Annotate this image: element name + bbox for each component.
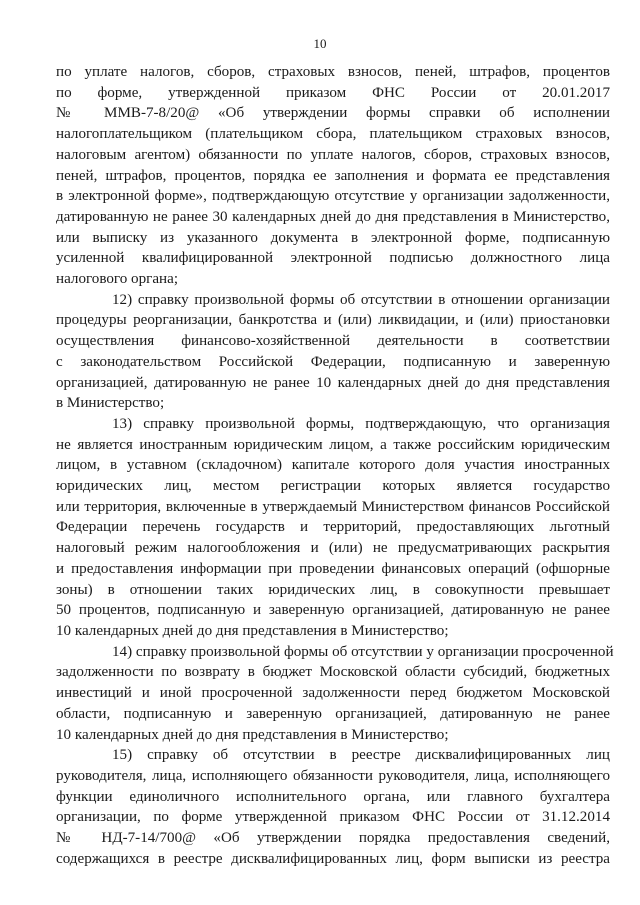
text-line: с законодательством Российской Федерации, подписанную и заверенную [56,353,610,370]
text-line: зоны) в отношении таких юридических лиц, в совокупности превышает [56,581,610,598]
text-line: № ММВ-7-8/20@ «Об утверждении формы справки об исполнении [56,105,610,122]
document-body [56,62,614,869]
text-line: организацией, датированную не ранее 10 календарных дней до дня представления [56,374,610,391]
text-line: датированную не ранее 30 календарных дней до дня представления в Министерство, [56,208,610,225]
text-line: налоговый режим налогообложения и (или) не предусматривающих раскрытия [56,540,610,557]
text-line: процедуры реорганизации, банкротства и (или) ликвидации, и (или) приостановки [56,312,610,329]
text-line: Федерации перечень государств и территорий, предоставляющих льготный [56,519,610,536]
text-line: налоговым агентом) обязанности по уплате налогов, сборов, страховых взносов, [56,146,610,163]
text-line: руководителя, лица, исполняющего обязанности руководителя, лица, исполняющего [56,767,610,784]
page-number: 10 [313,36,327,51]
paragraph [56,62,610,290]
paragraph [56,290,610,414]
text-line: области, подписанную и заверенную организацией, датированную не ранее [56,705,610,722]
text-line: 10 календарных дней до дня представления в Министерство; [56,726,449,743]
paragraph [56,414,610,642]
text-line: и предоставления информации при проведении финансовых операций (офшорные [56,560,610,577]
text-line: инвестиций и иной просроченной задолженности перед бюджетом Московской [56,685,610,702]
text-line: 12) справку произвольной формы об отсутствии в отношении организации [112,291,610,308]
text-line: в электронной форме», подтверждающую отсутствие у организации задолженности, [56,188,610,205]
text-line: налогового органа; [56,271,179,288]
text-line: осуществления финансово-хозяйственной деятельности в соответствии [56,333,610,350]
text-line: или выписку из указанного документа в электронной форме, подписанную [56,229,610,246]
text-line: в Министерство; [56,395,165,412]
text-line: или территория, включенные в утверждаемый Министерством финансов Российской [56,498,610,515]
text-line: по уплате налогов, сборов, страховых взносов, пеней, штрафов, процентов [56,64,610,80]
text-line: № НД-7-14/700@ «Об утверждении порядка предоставления сведений, [56,830,610,847]
text-line: функции единоличного исполнительного органа, или главного бухгалтера [56,788,610,805]
text-line: налогоплательщиком (плательщиком сбора, плательщиком страховых взносов, [56,126,610,143]
text-line: 13) справку произвольной формы, подтверждающую, что организация [112,415,610,432]
paragraph [56,745,610,869]
text-line: по форме, утвержденной приказом ФНС России от 20.01.2017 [56,84,610,101]
text-line: юридических лиц, местом регистрации которых является государство [56,478,610,495]
text-line: лицом, в уставном (складочном) капитале которого доля участия иностранных [56,457,610,474]
text-line: 10 календарных дней до дня представления в Министерство; [56,622,449,639]
text-line: усиленной квалифицированной электронной подписью должностного лица [56,250,610,267]
text-line: 14) справку произвольной формы об отсутствии у организации просроченной [112,643,614,660]
text-line: задолженности по возврату в бюджет Московской области субсидий, бюджетных [56,664,610,681]
paragraph [56,642,614,746]
text-line: 15) справку об отсутствии в реестре дисквалифицированных лиц [112,747,610,764]
text-line: 50 процентов, подписанную и заверенную организацией, датированную не ранее [56,602,610,619]
text-line: содержащихся в реестре дисквалифицированных лиц, форм выписки из реестра [56,850,610,867]
text-line: пеней, штрафов, процентов, порядка ее заполнения и формата ее представления [56,167,610,184]
text-line: не является иностранным юридическим лицом, а также российским юридическим [56,436,610,453]
text-line: организации, по форме утвержденной приказом ФНС России от 31.12.2014 [56,809,610,826]
